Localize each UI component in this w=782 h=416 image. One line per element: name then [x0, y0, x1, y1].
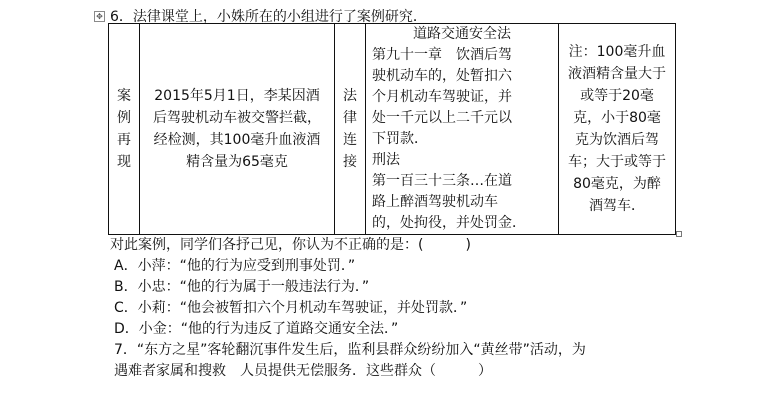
law-line: 第九十一章 饮酒后驾 [372, 47, 512, 63]
option-a: A．小萍：“他的行为应受到刑事处罚．” [114, 258, 356, 274]
case-header-char: 例 [117, 110, 131, 126]
law-header-char: 律 [343, 110, 357, 126]
case-header-char: 案 [117, 88, 131, 104]
law-header-char: 连 [343, 132, 357, 148]
option-c: C．小莉：“他会被暂扣六个月机动车驾驶证，并处罚款．” [114, 300, 468, 316]
case-description: 2015年5月1日，李某因酒后驾驶机动车被交警拦截，经检测，其100毫升血液酒精含量为65毫克 [140, 24, 335, 235]
question-7-line-2: 遇难者家属和搜救 人员提供无偿服务．这些群众（ ） [114, 363, 492, 379]
option-b: B．小忠：“他的行为属于一般违法行为．” [114, 279, 370, 295]
law-line: 个月机动车驾驶证，并 [372, 89, 512, 105]
question-7-line-1: 7．“东方之星”客轮翻沉事件发生后，监利县群众纷纷加入“黄丝带”活动，为 [114, 342, 586, 358]
note-cell: 注：100毫升血液酒精含量大于或等于20毫克，小于80毫克为饮酒后驾车；大于或等于80毫克，为醉酒驾车． [559, 24, 676, 235]
law-line: 处一千元以上二千元以 [372, 110, 512, 126]
case-table [108, 23, 676, 235]
table-resize-handle[interactable] [676, 231, 682, 237]
law-line: 刑法 [372, 152, 400, 168]
law-header-char: 接 [343, 154, 357, 170]
option-d: D．小金：“他的行为违反了道路交通安全法．” [114, 321, 399, 337]
law-line: 下罚款． [372, 131, 428, 147]
law-line: 道路交通安全法 [413, 26, 511, 42]
case-header-char: 现 [117, 154, 131, 170]
law-line: 的，处拘役，并处罚金． [372, 215, 526, 231]
table-move-handle[interactable]: ✥ [94, 11, 105, 22]
law-line: 路上醉酒驾驶机动车 [372, 194, 498, 210]
law-header-cell [335, 24, 366, 235]
question-6-title: 6．法律课堂上，小姝所在的小组进行了案例研究． [110, 9, 427, 25]
case-header-cell [109, 24, 140, 235]
case-header-char: 再 [117, 132, 131, 148]
law-line: 驶机动车的，处暂扣六 [372, 68, 512, 84]
law-header-char: 法 [343, 88, 357, 104]
question-6-prompt: 对此案例，同学们各抒己见，你认为不正确的是：( ) [110, 237, 471, 253]
law-text-cell [366, 24, 559, 235]
law-line: 第一百三十三条…在道 [372, 173, 512, 189]
